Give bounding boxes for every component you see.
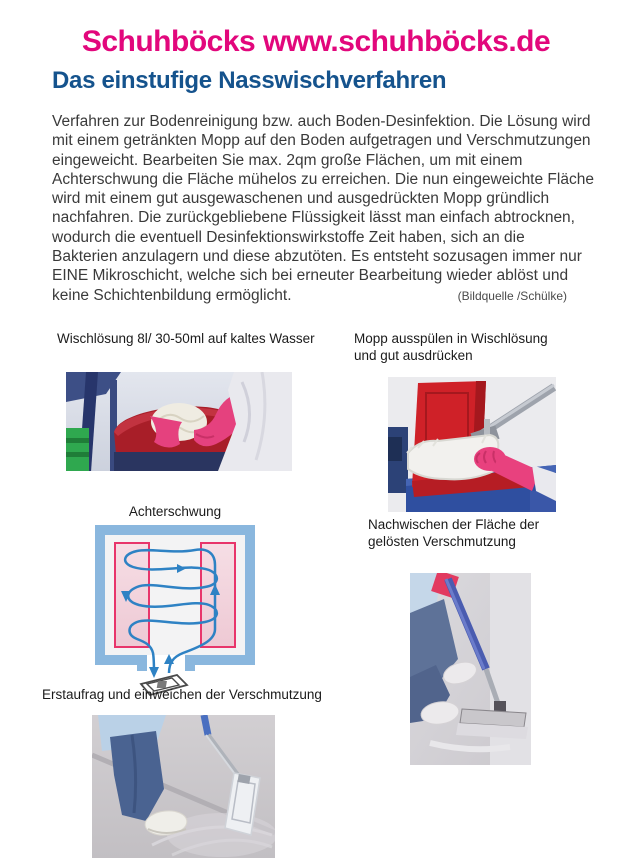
photo-mop-press <box>388 377 556 512</box>
green-crate <box>66 428 89 471</box>
intro-paragraph: Verfahren zur Bodenreinigung bzw. auch Boden-Desinfektion. Die Lösung wird mit einem getränkten Mopp auf den Boden aufgetragen und Verschmutzungen eingeweicht. Bearbeiten Sie max. 2qm große Flächen, um mit einem Achterschwung die Fläche mühelos zu erreichen. Die nun eingeweichte Fläche wird mit einem gut ausgewaschenen und ausgedrückten Mopp gründlich nachfahren. Die zurückgebliebene Flüssigkeit lässt man einfach abtrocknen, wodurch die eventuell Desinfektionswirkstoffe Zeit haben, sich an die Bakterien anzulagern und diese abzutöten. Es entsteht sozusagen immer nur EINE Mikroschicht, welche sich bei erneuter Bearbeitung wieder ablöst und keine Schichtenbildung ermöglicht. <box>52 113 594 304</box>
caption-mopp-ausspuelen: Mopp ausspülen in Wischlösung und gut ausdrücken <box>354 331 548 363</box>
photo-wringing-mop <box>66 372 292 471</box>
photo-mopping-vertical <box>410 573 531 765</box>
photo-mopping-wet-floor <box>92 715 275 858</box>
caption-wischloesung: Wischlösung 8l/ 30-50ml auf kaltes Wasser <box>57 331 315 346</box>
site-title: Schuhböcks www.schuhböcks.de <box>81 25 551 58</box>
page-title: Das einstufige Nasswischverfahren <box>52 67 447 94</box>
caption-erstauftrag: Erstaufrag und einweichen der Verschmutzung <box>42 687 322 702</box>
achterschwung-diagram <box>93 523 257 698</box>
image-source-credit: (Bildquelle /Schülke) <box>457 289 567 303</box>
caption-nachwischen: Nachwischen der Fläche der gelösten Verschmutzung <box>368 517 540 549</box>
mop-handle-blue <box>204 715 208 735</box>
pink-zone-left <box>115 543 149 647</box>
diagram-title: Achterschwung <box>128 504 222 519</box>
